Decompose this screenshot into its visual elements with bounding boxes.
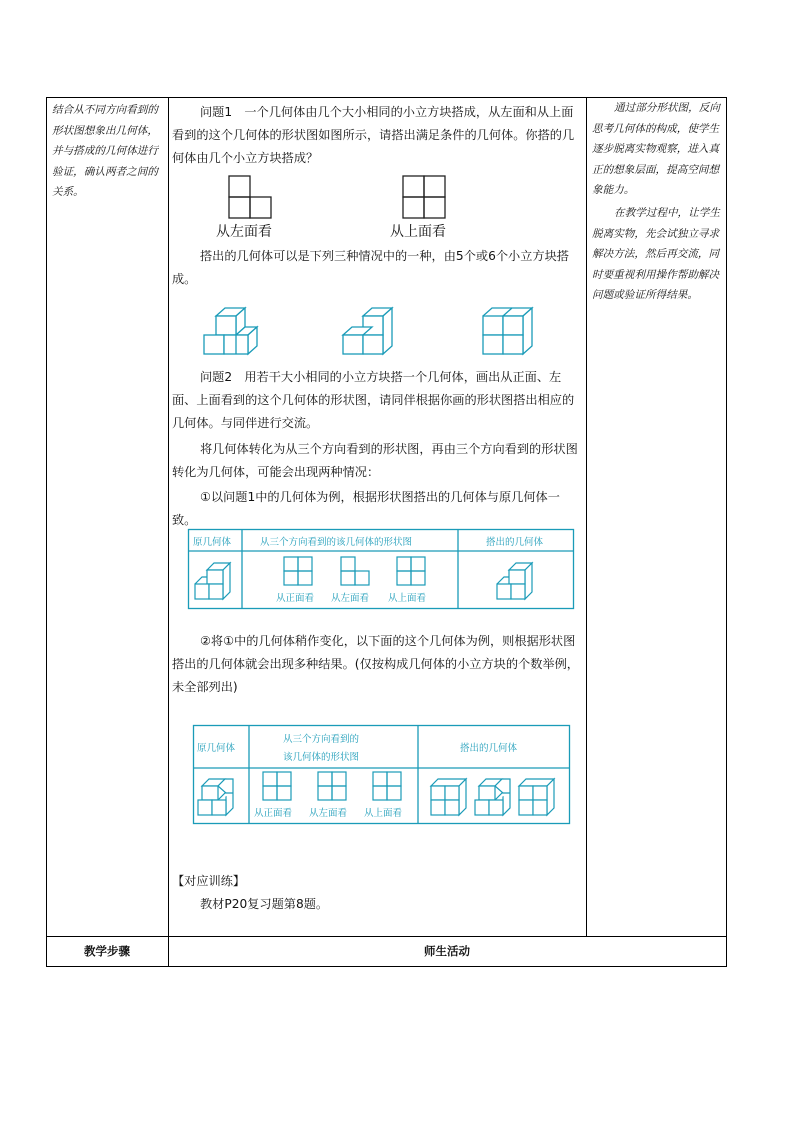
- problem1-text: 问题1 一个几何体由几个大小相同的小立方块搭成，从左面和从上面看到的这个几何体的形状图如图所示，请搭出满足条件的几何体。你搭的几何体由几个小立方块搭成？: [172, 105, 575, 165]
- table1-header-views: 从三个方向看到的该几何体的形状图: [260, 537, 413, 548]
- solution-solid-3: [482, 297, 542, 355]
- table1-header-original: 原几何体: [193, 537, 232, 548]
- caption-left-view: 从左面看: [216, 224, 272, 240]
- solution-solid-1: [203, 297, 263, 355]
- table2-built-solid-1: [430, 772, 476, 816]
- right-note-1: 通过部分形状图，反向思考几何体的构成，使学生逐步脱离实物观察，进入真正的想象层面，提高空间想象能力。: [592, 102, 720, 196]
- table2-front-view: [262, 771, 294, 803]
- table1-top-view: [396, 556, 428, 588]
- left-view-figure: [228, 175, 274, 219]
- table2-header-original: 原几何体: [197, 743, 236, 754]
- training-text: 教材P20复习题第8题。: [200, 897, 329, 911]
- footer-col-activity: 师生活动: [424, 944, 470, 958]
- left-note: 结合从不同方向看到的形状图想象出几何体，并与搭成的几何体进行验证，确认两者之间的关系。: [52, 104, 158, 198]
- caption-top-view: 从上面看: [390, 224, 446, 240]
- table2-built-solid-2: [474, 772, 520, 816]
- table2-header-built: 搭出的几何体: [460, 743, 518, 754]
- problem2-transform: 将几何体转化为从三个方向看到的形状图，再由三个方向看到的形状图转化为几何体，可能会出现两种情况：: [172, 442, 578, 479]
- footer-col-steps: 教学步骤: [84, 944, 130, 958]
- table2-header-views-2: 该几何体的形状图: [283, 752, 360, 763]
- problem2-case1: ①以问题1中的几何体为例，根据形状图搭出的几何体与原几何体一致。: [172, 490, 560, 527]
- table2-top-view: [372, 771, 404, 803]
- right-note-2: 在教学过程中，让学生脱离实物，先会试独立寻求解决方法，然后再交流，同时要重视利用操作帮助解决问题或验证所得结果。: [592, 207, 720, 301]
- solution-solid-2: [342, 297, 402, 355]
- table2-original-solid: [197, 772, 243, 816]
- table2-label-left: 从左面看: [309, 808, 348, 819]
- table2-built-solid-3: [518, 772, 564, 816]
- table1-front-view: [283, 556, 315, 588]
- table1-built-solid: [496, 556, 542, 600]
- table2-header-views-1: 从三个方向看到的: [283, 734, 360, 745]
- table1-label-left: 从左面看: [331, 593, 370, 604]
- table2-label-top: 从上面看: [364, 808, 403, 819]
- table1-label-top: 从上面看: [388, 593, 427, 604]
- table2-label-front: 从正面看: [254, 808, 293, 819]
- training-title: 【对应训练】: [172, 874, 246, 888]
- table1-original-solid: [194, 556, 240, 600]
- problem2-case2: ②将①中的几何体稍作变化，以下面的这个几何体为例，则根据形状图搭出的几何体就会出现多种结果。(仅按构成几何体的小立方块的个数举例，未全部列出): [172, 634, 579, 694]
- top-view-figure: [402, 175, 448, 219]
- table2-left-view: [317, 771, 349, 803]
- table1-left-view: [340, 556, 372, 588]
- problem2-text: 问题2 用若干大小相同的小立方块搭一个几何体，画出从正面、左面、上面看到的这个几何体的形状图，请同伴根据你画的形状图搭出相应的几何体。与同伴进行交流。: [172, 370, 575, 430]
- problem1-answer: 搭出的几何体可以是下列三种情况中的一种，由5个或6个小立方块搭成。: [172, 249, 569, 286]
- table1-header-built: 搭出的几何体: [486, 537, 544, 548]
- table1-label-front: 从正面看: [276, 593, 315, 604]
